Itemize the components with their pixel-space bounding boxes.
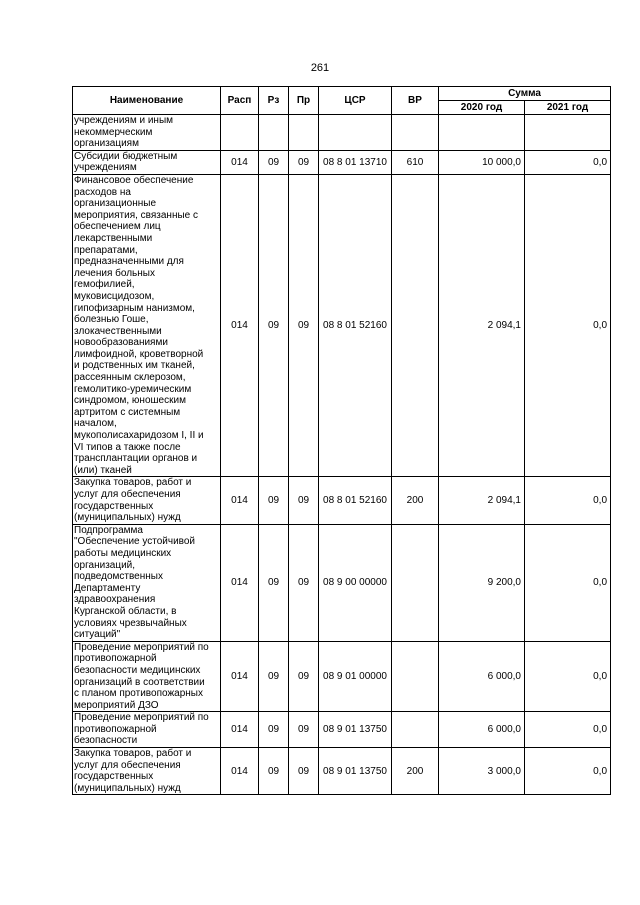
cell-2020: 9 200,0 — [439, 524, 525, 641]
cell-pr: 09 — [289, 174, 319, 476]
row-name-line: противопожарной — [74, 723, 157, 735]
table-row — [73, 115, 611, 151]
cell-rz: 09 — [259, 748, 289, 795]
row-name — [73, 641, 221, 712]
header-sum: Сумма — [439, 87, 611, 101]
cell-2021: 0,0 — [525, 150, 611, 174]
cell-pr: 09 — [289, 150, 319, 174]
row-name-line: лимфоидной, кроветворной — [74, 348, 204, 360]
cell-vr — [392, 174, 439, 476]
row-name — [73, 524, 221, 641]
row-name-line: мероприятия, связанные с — [74, 209, 199, 221]
header-rz: Рз — [259, 87, 289, 115]
cell-vr: 200 — [392, 477, 439, 524]
cell-pr: 09 — [289, 748, 319, 795]
table-row — [73, 174, 611, 476]
cell-rz: 09 — [259, 712, 289, 748]
cell-csr: 08 9 01 00000 — [319, 641, 392, 712]
row-name — [73, 748, 221, 795]
row-name-line: (или) тканей — [74, 464, 132, 476]
row-name-line: Субсидии бюджетным — [74, 150, 178, 162]
cell-vr: 200 — [392, 748, 439, 795]
row-name-line: гемолитико-уремическим — [74, 383, 192, 395]
cell-rasp: 014 — [221, 174, 259, 476]
cell-pr: 09 — [289, 477, 319, 524]
cell-rasp: 014 — [221, 150, 259, 174]
row-name-line: мероприятий ДЗО — [74, 699, 159, 711]
cell-2020: 6 000,0 — [439, 712, 525, 748]
cell-2020: 6 000,0 — [439, 641, 525, 712]
header-rasp: Расп — [221, 87, 259, 115]
row-name-line: (муниципальных) нужд — [74, 782, 181, 794]
cell-rasp — [221, 115, 259, 151]
row-name — [73, 174, 221, 476]
row-name-line: гемофилией, — [74, 279, 135, 291]
cell-2021: 0,0 — [525, 524, 611, 641]
row-name-line: препаратами, — [74, 244, 138, 256]
row-name-line: Подпрограмма — [74, 524, 143, 536]
row-name-line: Проведение мероприятий по — [74, 641, 209, 653]
row-name-line: Закупка товаров, работ и — [74, 477, 192, 489]
row-name-line: Закупка товаров, работ и — [74, 748, 192, 760]
row-name-line: гипофизарным нанизмом, — [74, 302, 195, 314]
cell-pr: 09 — [289, 641, 319, 712]
cell-rz: 09 — [259, 641, 289, 712]
row-name-line: синдромом, юношеским — [74, 395, 186, 407]
cell-csr: 08 8 01 52160 — [319, 477, 392, 524]
row-name-line: обеспечением лиц — [74, 221, 161, 233]
row-name — [73, 150, 221, 174]
cell-csr: 08 9 01 13750 — [319, 748, 392, 795]
table-row — [73, 712, 611, 748]
cell-rz: 09 — [259, 477, 289, 524]
cell-rasp: 014 — [221, 641, 259, 712]
row-name-line: болезнью Гоше, — [74, 314, 149, 326]
row-name-line: государственных — [74, 500, 154, 512]
header-csr: ЦСР — [319, 87, 392, 115]
cell-csr: 08 8 01 13710 — [319, 150, 392, 174]
table-row — [73, 641, 611, 712]
cell-vr: 610 — [392, 150, 439, 174]
cell-2021 — [525, 115, 611, 151]
row-name-line: Финансовое обеспечение — [74, 174, 194, 186]
row-name-line: Курганской области, в — [74, 605, 177, 617]
row-name-line: подведомственных — [74, 571, 163, 583]
cell-2021: 0,0 — [525, 174, 611, 476]
row-name-line: рассеянным склерозом, — [74, 372, 186, 384]
table-row — [73, 477, 611, 524]
cell-2020: 3 000,0 — [439, 748, 525, 795]
header-name: Наименование — [73, 87, 221, 115]
row-name-line: злокачественными — [74, 325, 162, 337]
row-name-line: "Обеспечение устойчивой — [74, 536, 196, 548]
row-name — [73, 477, 221, 524]
cell-pr: 09 — [289, 524, 319, 641]
cell-rz: 09 — [259, 150, 289, 174]
cell-rasp: 014 — [221, 748, 259, 795]
table-row — [73, 150, 611, 174]
row-name-line: Проведение мероприятий по — [74, 712, 209, 724]
row-name-line: мукополисахаридозом I, II и — [74, 430, 204, 442]
row-name-line: организациям — [74, 138, 139, 150]
row-name-line: ситуаций" — [74, 629, 121, 641]
cell-pr — [289, 115, 319, 151]
cell-rasp: 014 — [221, 477, 259, 524]
row-name-line: работы медицинских — [74, 547, 172, 559]
page-number: 261 — [310, 62, 330, 74]
cell-rasp: 014 — [221, 712, 259, 748]
cell-2021: 0,0 — [525, 748, 611, 795]
cell-2021: 0,0 — [525, 641, 611, 712]
row-name-line: предназначенными для — [74, 256, 184, 268]
cell-csr: 08 8 01 52160 — [319, 174, 392, 476]
row-name-line: организаций, — [74, 559, 136, 571]
row-name-line: с планом противопожарных — [74, 688, 203, 700]
cell-2021: 0,0 — [525, 712, 611, 748]
header-2021: 2021 год — [525, 101, 611, 115]
row-name-line: противопожарной — [74, 653, 157, 665]
row-name-line: лечения больных — [74, 267, 155, 279]
cell-2020 — [439, 115, 525, 151]
row-name-line: муковисцидозом, — [74, 290, 155, 302]
header-vr: ВР — [392, 87, 439, 115]
row-name-line: услуг для обеспечения — [74, 759, 181, 771]
cell-csr: 08 9 00 00000 — [319, 524, 392, 641]
row-name-line: здравоохранения — [74, 594, 156, 606]
row-name-line: государственных — [74, 771, 154, 783]
row-name-line: условиях чрезвычайных — [74, 617, 187, 629]
row-name-line: трансплантации органов и — [74, 453, 198, 465]
cell-vr — [392, 712, 439, 748]
row-name-line: учреждениям — [74, 162, 137, 174]
row-name-line: новообразованиями — [74, 337, 168, 349]
row-name-line: безопасности — [74, 735, 138, 747]
row-name-line: артритом с системным — [74, 406, 181, 418]
cell-rz: 09 — [259, 174, 289, 476]
row-name-line: и родственных им тканей, — [74, 360, 195, 372]
cell-2020: 2 094,1 — [439, 477, 525, 524]
row-name-line: VI типов а также после — [74, 441, 181, 453]
cell-rz: 09 — [259, 524, 289, 641]
row-name-line: лекарственными — [74, 232, 153, 244]
cell-2020: 10 000,0 — [439, 150, 525, 174]
row-name-line: (муниципальных) нужд — [74, 512, 181, 524]
row-name-line: услуг для обеспечения — [74, 489, 181, 500]
row-name-line: организаций в соответствии — [74, 676, 205, 688]
cell-vr — [392, 524, 439, 641]
row-name-line: организационные — [74, 198, 157, 210]
row-name — [73, 712, 221, 748]
row-name — [73, 115, 221, 151]
row-name-line: началом, — [74, 418, 117, 430]
cell-rz — [259, 115, 289, 151]
cell-2020: 2 094,1 — [439, 174, 525, 476]
header-pr: Пр — [289, 87, 319, 115]
header-2020: 2020 год — [439, 101, 525, 115]
row-name-line: безопасности медицинских — [74, 664, 201, 676]
table-row — [73, 748, 611, 795]
cell-rasp: 014 — [221, 524, 259, 641]
cell-csr: 08 9 01 13750 — [319, 712, 392, 748]
cell-vr — [392, 641, 439, 712]
row-name-line: некоммерческим — [74, 126, 153, 138]
row-name-line: Департаменту — [74, 582, 141, 594]
row-name-line: расходов на — [74, 186, 131, 198]
row-name-line: учреждениям и иным — [74, 115, 174, 126]
budget-table — [72, 86, 611, 795]
cell-2021: 0,0 — [525, 477, 611, 524]
table-row — [73, 524, 611, 641]
cell-vr — [392, 115, 439, 151]
cell-pr: 09 — [289, 712, 319, 748]
cell-csr — [319, 115, 392, 151]
